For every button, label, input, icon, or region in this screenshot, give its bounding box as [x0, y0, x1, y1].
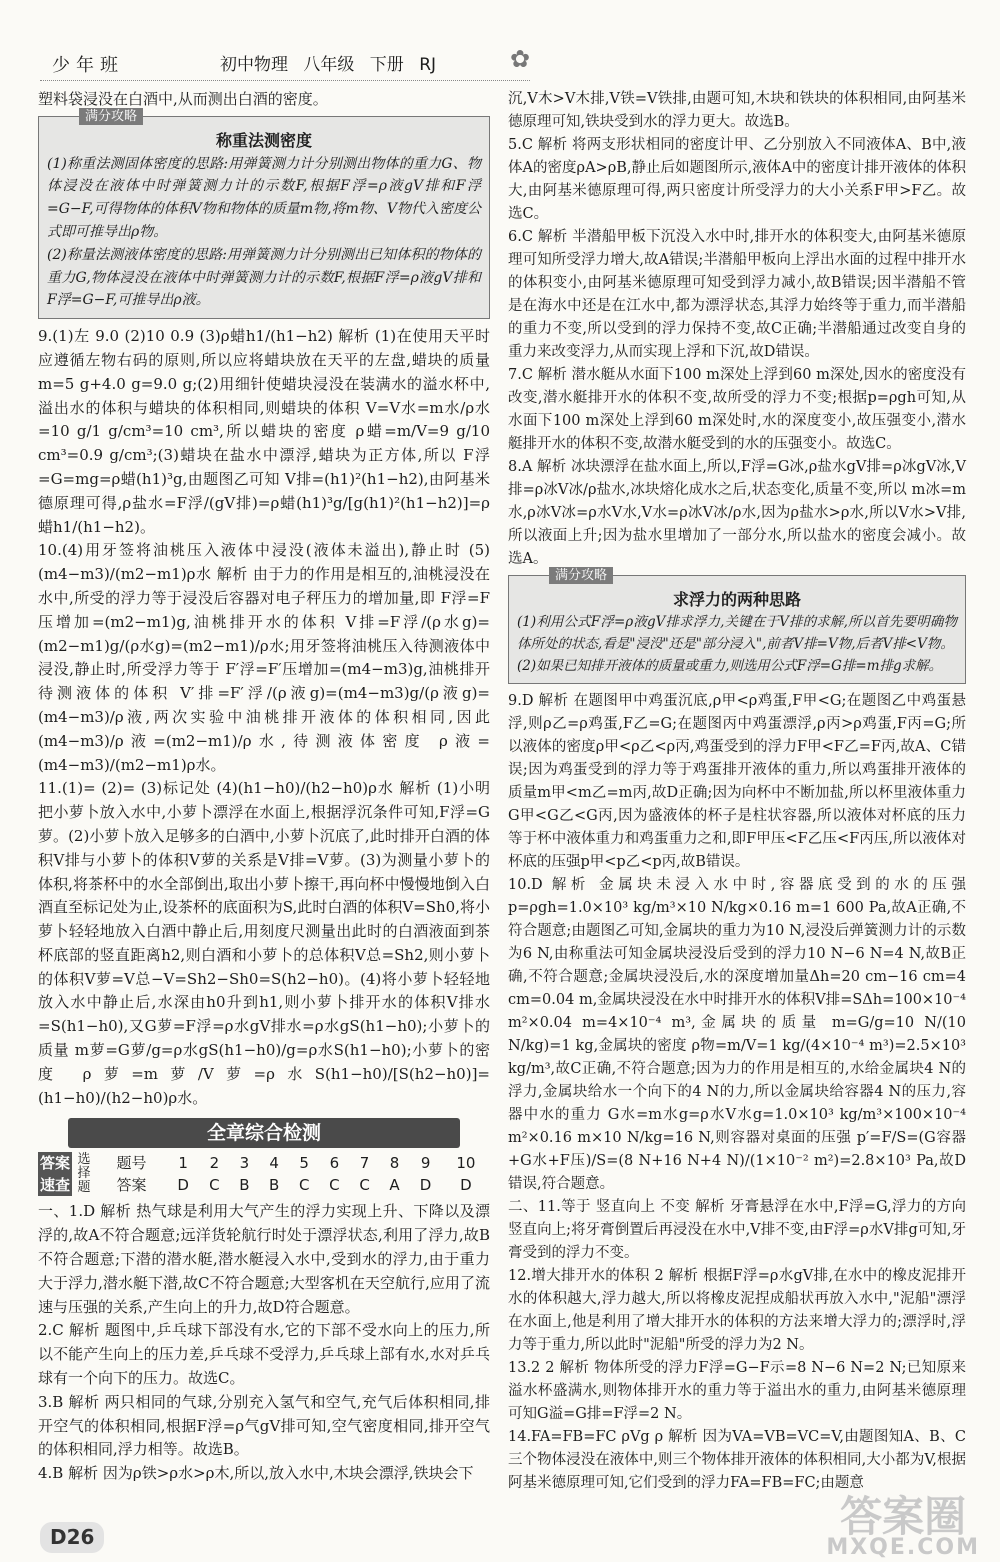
answer-num: 1 [178, 1154, 188, 1173]
solution-9: 9.D 解析 在题图甲中鸡蛋沉底,ρ甲<ρ鸡蛋,F甲<G;在题图乙中鸡蛋悬浮,则ρ乙=ρ鸡蛋,F乙=G;在题图丙中鸡蛋漂浮,ρ丙>ρ鸡蛋,F丙=G;所以液体的密度ρ甲<ρ乙<ρ丙,鸡蛋受到的浮力F甲<F乙=F丙,故A、C错误;因为鸡蛋受到的浮力等于鸡蛋排开液体的重力,所以鸡蛋排开液体的质量m甲<m乙=m丙,故D正确;因为向杯中不断加盐,所以杯里液体重力G甲<G乙<G丙,因为盛液体的杯子是柱状容器,所以液体对杯底的压力等于杯中液体重力和鸡蛋重力之和,即F甲压<F乙压<F丙压,所以液体对杯底的压强p甲<p乙<p丙,故B错误。 [508, 693, 966, 870]
answer-val: D [177, 1176, 189, 1195]
tip-title: 称重法测密度 [215, 130, 312, 150]
solution-4-cont: 沉,V木>V木排,V铁=V铁排,由题可知,木块和铁块的体积相同,由阿基米德原理可知,铁块受到水的浮力更大。故选B。 [508, 91, 966, 130]
answer-num: 7 [359, 1154, 370, 1173]
solution-12: 12.增大排开水的体积 2 解析 根据F浮=ρ水gV排,在水中的橡皮泥排开水的体积越大,浮力越大,所以将橡皮泥捏成船状再放入水中,"泥船"漂浮在水面上,他是利用了增大排开水的体积的方法来增大浮力的;漂浮时,浮力等于重力,所以此时"泥船"所受的浮力为2 N。 [508, 1268, 966, 1353]
solution-10: 10.D 解析 金属块未浸入水中时,容器底受到的水的压强p=ρgh=1.0×10³ kg/m³×10 N/kg×0.16 m=1 600 Pa,故A正确,不符合题意;由题图乙可知,金属块的重力为10 N,浸没后弹簧测力计的示数为6 N,由称重法可知金属块浸没后受到的浮力10 N−6 N=4 N,故B正确,不符合题意;金属块浸没后,水的深度增加量Δh=20 cm−16 cm=4 cm=0.04 m,金属块浸没在水中时排开水的体积V排=SΔh=100×10⁻⁴ m²×0.04 m=4×10⁻⁴ m³,金属块的质量 m=G/g=10 N/(10 N/kg)=1 kg,金属块的密度 ρ物=m/V=1 kg/(4×10⁻⁴ m³)=2.5×10³ kg/m³,故C正确,不符合题意;因为力的作用是相互的,水给金属块4 N的浮力,金属块给水一个向下的4 N的力,所以金属块给容器4 N的压力,容器中水的重力 G水=m水g=ρ水V水g=1.0×10³ kg/m³×100×10⁻⁴ m²×0.16 m×10 N/kg=16 N,则容器对桌面的压强 p′=F/S=(G容器+G水+F压)/S=(8 N+16 N+4 N)/(1×10⁻² m²)=2.8×10³ Pa,故D错误,符合题意。 [508, 877, 966, 1192]
brand-name: 少年班 [52, 55, 124, 76]
page-number: D26 [40, 1522, 104, 1553]
answer-num: 8 [389, 1154, 400, 1173]
answer-header-num: 题号 [116, 1154, 147, 1173]
tip-tag: 满分攻略 [79, 108, 143, 125]
answer-num: 6 [329, 1154, 340, 1173]
solution-6: 6.C 解析 半潜船甲板下沉没入水中时,排开水的体积变大,由阿基米德原理可知所受浮力增大,故A错误;半潜船甲板向上浮出水面的过程中排开水的体积变小,由阿基米德原理可知受到浮力减小,故B错误;因半潜船不管是在海水中还是在江水中,都为漂浮状态,其浮力始终等于重力,而半潜船的重力不变,所以受到的浮力保持不变,故C正确;半潜船通过改变自身的重力来改变浮力,从而实现上浮和下沉,故D错误。 [508, 229, 966, 360]
solution-14: 14.FA=FB=FC ρVg ρ 解析 因为VA=VB=VC=V,由题图知A、B、C三个物体浸没在液体中,则三个物体排开液体的体积相同,大小都为V,根据阿基米德原理可知,它们受到的浮力FA=FB=FC;由题意 [508, 1429, 966, 1491]
solution-11: 二、11.等于 竖直向上 不变 解析 牙膏悬浮在水中,F浮=G,浮力的方向竖直向上;将牙膏倒置后再浸没在水中,V排不变,由F浮=ρ水V排g可知,牙膏受到的浮力不变。 [508, 1199, 966, 1261]
watermark-url: MXQE.COM [826, 1535, 980, 1560]
answer-9: 9.(1)左 9.0 (2)10 0.9 (3)ρ蜡h1/(h1−h2) 解析 (1)在使用天平时应遵循左物右码的原则,所以应将蜡块放在天平的左盘,蜡块的质量m=5 g+4.0 g=9.0 g;(2)用细针使蜡块浸没在装满水的溢水杯中,溢出水的体积与蜡块的体积相同,则蜡块的体积 V=V水=m水/ρ水=10 g/1 g/cm³=10 cm³,所以蜡块的密度 ρ蜡=m/V=9 g/10 cm³=0.9 g/cm³;(3)蜡块在盐水中漂浮,蜡块为正方体,所以 F浮=G=mg=ρ蜡(h1)³g,由题图乙可知 V排=(h1)²(h1−h2),由阿基米德原理可得,ρ盐水=F浮/(gV排)=ρ蜡(h1)³g/[g(h1)²(h1−h2)]=ρ蜡h1/(h1−h2)。 [38, 327, 490, 536]
solution-13: 13.2 2 解析 物体所受的浮力F浮=G−F示=8 N−6 N=2 N;已知原来溢水杯盛满水,则物体排开水的重力等于溢出水的重力,由阿基米德原理可知G溢=G排=F浮=2 N。 [508, 1360, 966, 1422]
answer-quick-table [38, 1152, 490, 1196]
tip-para: (2)称量法测液体密度的思路:用弹簧测力计分别测出已知体积的物体的重力G,物体浸没在液体中时弹簧测力计的示数F,根据F浮=ρ液gV排和F浮=G−F,可推导出ρ液。 [47, 246, 481, 309]
page-header [40, 45, 531, 81]
right-column [508, 88, 966, 1495]
answer-val: C [359, 1176, 370, 1195]
book-info: 初中物理 八年级 下册 RJ [220, 55, 437, 75]
answer-num: 5 [299, 1154, 309, 1173]
answer-10: 10.(4)用牙签将油桃压入液体中浸没(液体未溢出),静止时 (5)(m4−m3)/(m2−m1)ρ水 解析 由于力的作用是相互的,油桃浸没在水中,所受的浮力等于浸没后容器对电子秤压力的增加量,即 F浮=F压增加=(m2−m1)g,油桃排开水的体积 V排=F浮/(ρ水g)=(m2−m1)g/(ρ水g)=(m2−m1)/ρ水;用牙签将油桃压入待测液体中浸没,静止时,所受浮力等于 F′浮=F′压增加=(m4−m3)g,油桃排开待测液体的体积 V′排=F′浮/(ρ液g)=(m4−m3)g/(ρ液g)=(m4−m3)/ρ液,两次实验中油桃排开液体的体积相同,因此 (m4−m3)/ρ液=(m2−m1)/ρ水,待测液体密度 ρ液=(m4−m3)/(m2−m1)ρ水。 [38, 541, 490, 774]
watermark-text: 答案圈 [840, 1492, 967, 1541]
solution-2: 2.C 解析 题图中,乒乓球下部没有水,它的下部不受水向上的压力,所以不能产生向上的压力差,乒乓球不受浮力,乒乓球上部有水,水对乒乓球有一个向下的压力。故选C。 [38, 1321, 490, 1388]
answer-num: 10 [456, 1154, 476, 1173]
tip-tag: 满分攻略 [549, 567, 613, 584]
answer-num: 3 [239, 1154, 250, 1173]
section-banner: 全章综合检测 [68, 1118, 460, 1148]
solution-1: 一、1.D 解析 热气球是利用大气产生的浮力实现上升、下降以及漂浮的,故A不符合题意;远洋货轮航行时处于漂浮状态,利用了浮力,故B不符合题意;下潜的潜水艇,潜水艇浸入水中,受到水的浮力,由于重力大于浮力,潜水艇下潜,故C不符合题意;大型客机在天空航行,应用了流速与压强的关系,产生向上的升力,故D符合题意。 [38, 1202, 490, 1316]
answer-val: C [298, 1176, 310, 1195]
left-column [38, 88, 490, 1486]
tip-para: (2)如果已知排开液体的质量或重力,则选用公式F浮=G排=m排g求解。 [517, 658, 943, 674]
solution-5: 5.C 解析 将两支形状相同的密度计甲、乙分别放入不同液体A、B中,液体A的密度ρA>ρB,静止后如题图所示,液体A中的密度计排开液体的体积大,由阿基米德原理可得,两只密度计所受浮力的大小关系F甲>F乙。故选C。 [508, 137, 966, 222]
answer-num: 9 [420, 1154, 431, 1173]
tip-para: (1)利用公式F浮=ρ液gV排求浮力,关键在于V排的求解,所以首先要明确物体所处的状态,看是"浸没"还是"部分浸入",前者V排=V物,后者V排<V物。 [517, 614, 957, 652]
solution-8: 8.A 解析 冰块漂浮在盐水面上,所以,F浮=G冰,ρ盐水gV排=ρ冰gV冰,V排=ρ冰V冰/ρ盐水,冰块熔化成水之后,状态变化,质量不变,所以 m冰=m水,ρ冰V冰=ρ水V水,V水=ρ冰V冰/ρ水,因为ρ盐水>ρ水,所以V水>V排,所以液面上升;因为盐水里增加了一部分水,所以盐水的密度会减小。故选A。 [508, 459, 966, 567]
decoration-icon: ✿ [510, 45, 531, 73]
answer-val: B [269, 1176, 280, 1195]
watermark-logo [826, 1492, 980, 1560]
answer-num: 4 [269, 1154, 279, 1173]
intro-text: 塑料袋浸没在白酒中,从而测出白酒的密度。 [38, 90, 328, 108]
solution-4: 4.B 解析 因为ρ铁>ρ水>ρ木,所以,放入水中,木块会漂浮,铁块会下 [38, 1464, 474, 1483]
answer-11: 11.(1)= (2)= (3)标记处 (4)(h1−h0)/(h2−h0)ρ水 解析 (1)小明把小萝卜放入水中,小萝卜漂浮在水面上,根据浮沉条件可知,F浮=G萝。(2)小萝卜放入足够多的白酒中,小萝卜沉底了,此时排开白酒的体积V排与小萝卜的体积V萝的关系是V排=V萝。(3)为测量小萝卜的体积,将茶杯中的水全部倒出,取出小萝卜擦干,再向杯中慢慢地倒入白酒直至标记处为止,设茶杯的底面积为S,此时白酒的体积V=Sh0,将小萝卜轻轻地放入白酒中静止后,用刻度尺测量出此时的白酒液面到茶杯底部的竖直距离h2,则白酒和小萝卜的总体积V总=Sh2,则小萝卜的体积V萝=V总−V=Sh2−Sh0=S(h2−h0)。(4)将小萝卜轻轻地放入水中静止后,水深由h0升到h1,则小萝卜排开水的体积V排水=S(h1−h0),又G萝=F浮=ρ水gV排水=ρ水gS(h1−h0);小萝卜的质量 m萝=G萝/g=ρ水gS(h1−h0)/g=ρ水S(h1−h0);小萝卜的密度 ρ萝=m萝/V萝=ρ水S(h1−h0)/[S(h2−h0)]=(h1−h0)/(h2−h0)ρ水。 [38, 779, 490, 1107]
tip-box-1 [38, 108, 490, 319]
answer-num: 2 [209, 1154, 220, 1173]
answer-val: D [419, 1176, 432, 1195]
tip-para: (1)称重法测固体密度的思路:用弹簧测力计分别测出物体的重力G、物体浸没在液体中时弹簧测力计的示数F,根据F浮=ρ液gV排和F浮=G−F,可得物体的体积V物和物体的质量m物,将m物、V物代入密度公式即可推导出ρ物。 [47, 155, 481, 240]
answer-val: B [239, 1176, 250, 1195]
answer-table-type: 选择题 [77, 1152, 91, 1196]
answer-val: C [209, 1176, 220, 1195]
solution-3: 3.B 解析 两只相同的气球,分别充入氢气和空气,充气后体积相同,排开空气的体积相同,根据F浮=ρ气gV排可知,空气密度相同,排开空气的体积相同,浮力相等。故选B。 [38, 1392, 490, 1459]
answer-header-val: 答案 [116, 1176, 147, 1195]
answer-val: C [329, 1176, 340, 1195]
answer-val: D [460, 1176, 472, 1195]
solution-7: 7.C 解析 潜水艇从水面下100 m深处上浮到60 m深处,因水的密度没有改变,潜水艇排开水的体积不变,故所受的浮力不变;根据p=ρgh可知,从水面下100 m深处上浮到60 m深处时,水的深度变小,故压强变小,潜水艇排开水的体积不变,故潜水艇受到的水的压强变小。故选C。 [508, 367, 966, 452]
tip-title: 求浮力的两种思路 [672, 590, 801, 609]
answer-val: A [389, 1176, 400, 1195]
answer-table-label: 答案速查 [40, 1154, 71, 1195]
tip-box-2 [508, 568, 966, 684]
